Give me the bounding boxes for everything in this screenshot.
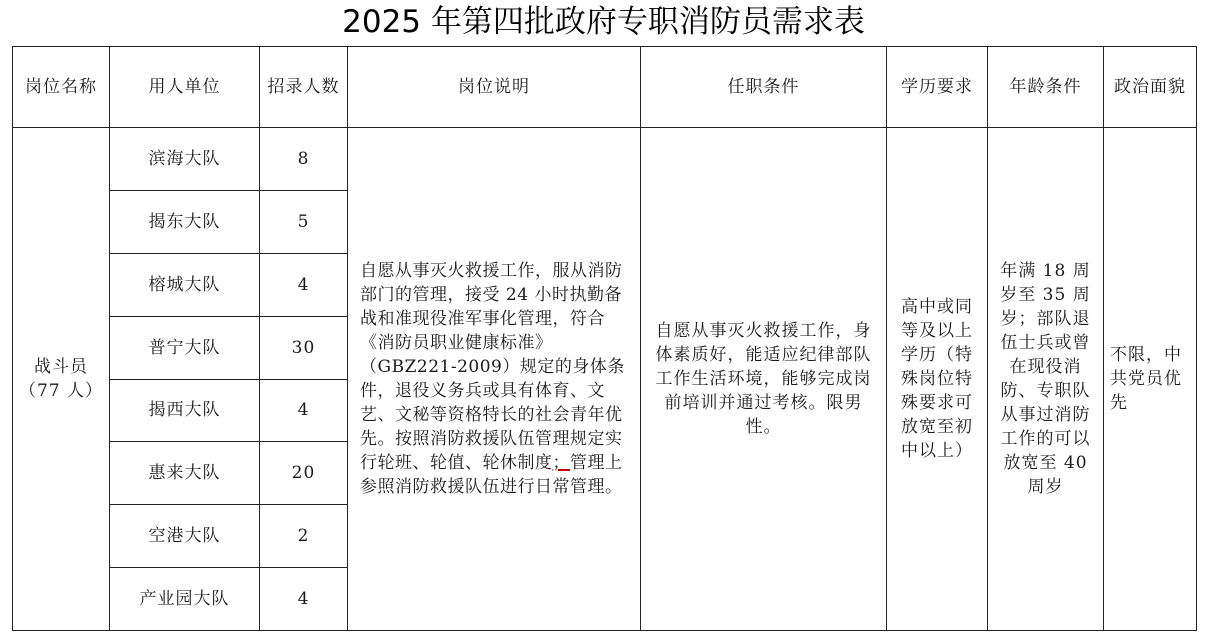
political-cell [1104, 128, 1197, 631]
unit-count: 2 [260, 505, 348, 568]
requirements-text: 自愿从事灭火救援工作，身体素质好，能适应纪律部队工作生活环境，能够完成岗前培训并通过考核。限男性。 [655, 321, 872, 437]
education-text: 高中或同等及以上学历（特殊岗位特殊要求可放宽至初中以上） [901, 297, 973, 461]
unit-name: 揭东大队 [110, 190, 260, 253]
header-row [13, 47, 1197, 128]
requirements-table [12, 46, 1197, 631]
edit-mark: ； [552, 453, 570, 473]
unit-count: 30 [260, 316, 348, 379]
header-position-name: 岗位名称 [13, 47, 110, 128]
unit-name: 揭西大队 [110, 379, 260, 442]
header-age: 年龄条件 [988, 47, 1104, 128]
table-row [13, 128, 1197, 191]
position-description: 自愿从事灭火救援工作，服从消防部门的管理，接受 24 小时执勤备战和准现役准军事化管理，符合《消防员职业健康标准》（GBZ221-2009）规定的身体条件，退役义务兵或具有体育、文艺、文秘等资格特长的社会青年优先。按照消防救援队伍管理规定实行轮班、轮值、轮休制度 [360, 261, 625, 473]
position-name: 战斗员（77 人） [18, 357, 104, 401]
unit-count: 4 [260, 379, 348, 442]
position-name-cell [13, 128, 110, 631]
header-employer: 用人单位 [110, 47, 260, 128]
unit-count: 4 [260, 568, 348, 631]
age-cell [988, 128, 1104, 631]
age-text: 年满 18 周岁至 35 周岁；部队退伍士兵或曾在现役消防、专职队从事过消防工作的可以放宽至 40 周岁 [1000, 261, 1091, 497]
political-text: 不限，中共党员优先 [1110, 345, 1182, 413]
unit-name: 空港大队 [110, 505, 260, 568]
education-cell [887, 128, 988, 631]
page-title: 2025 年第四批政府专职消防员需求表 [342, 4, 865, 40]
unit-name: 普宁大队 [110, 316, 260, 379]
unit-count: 8 [260, 128, 348, 191]
header-education: 学历要求 [887, 47, 988, 128]
header-requirements: 任职条件 [641, 47, 887, 128]
requirements-cell [641, 128, 887, 631]
unit-name: 滨海大队 [110, 128, 260, 191]
header-political: 政治面貌 [1104, 47, 1197, 128]
unit-count: 20 [260, 442, 348, 505]
unit-name: 产业园大队 [110, 568, 260, 631]
unit-count: 4 [260, 253, 348, 316]
position-description-tail: 管理上参照消防救援队伍进行日常管理。 [360, 453, 623, 497]
unit-count: 5 [260, 190, 348, 253]
header-recruit-count: 招录人数 [260, 47, 348, 128]
unit-name: 惠来大队 [110, 442, 260, 505]
header-position-description: 岗位说明 [348, 47, 641, 128]
unit-name: 榕城大队 [110, 253, 260, 316]
position-description-cell [348, 128, 641, 631]
